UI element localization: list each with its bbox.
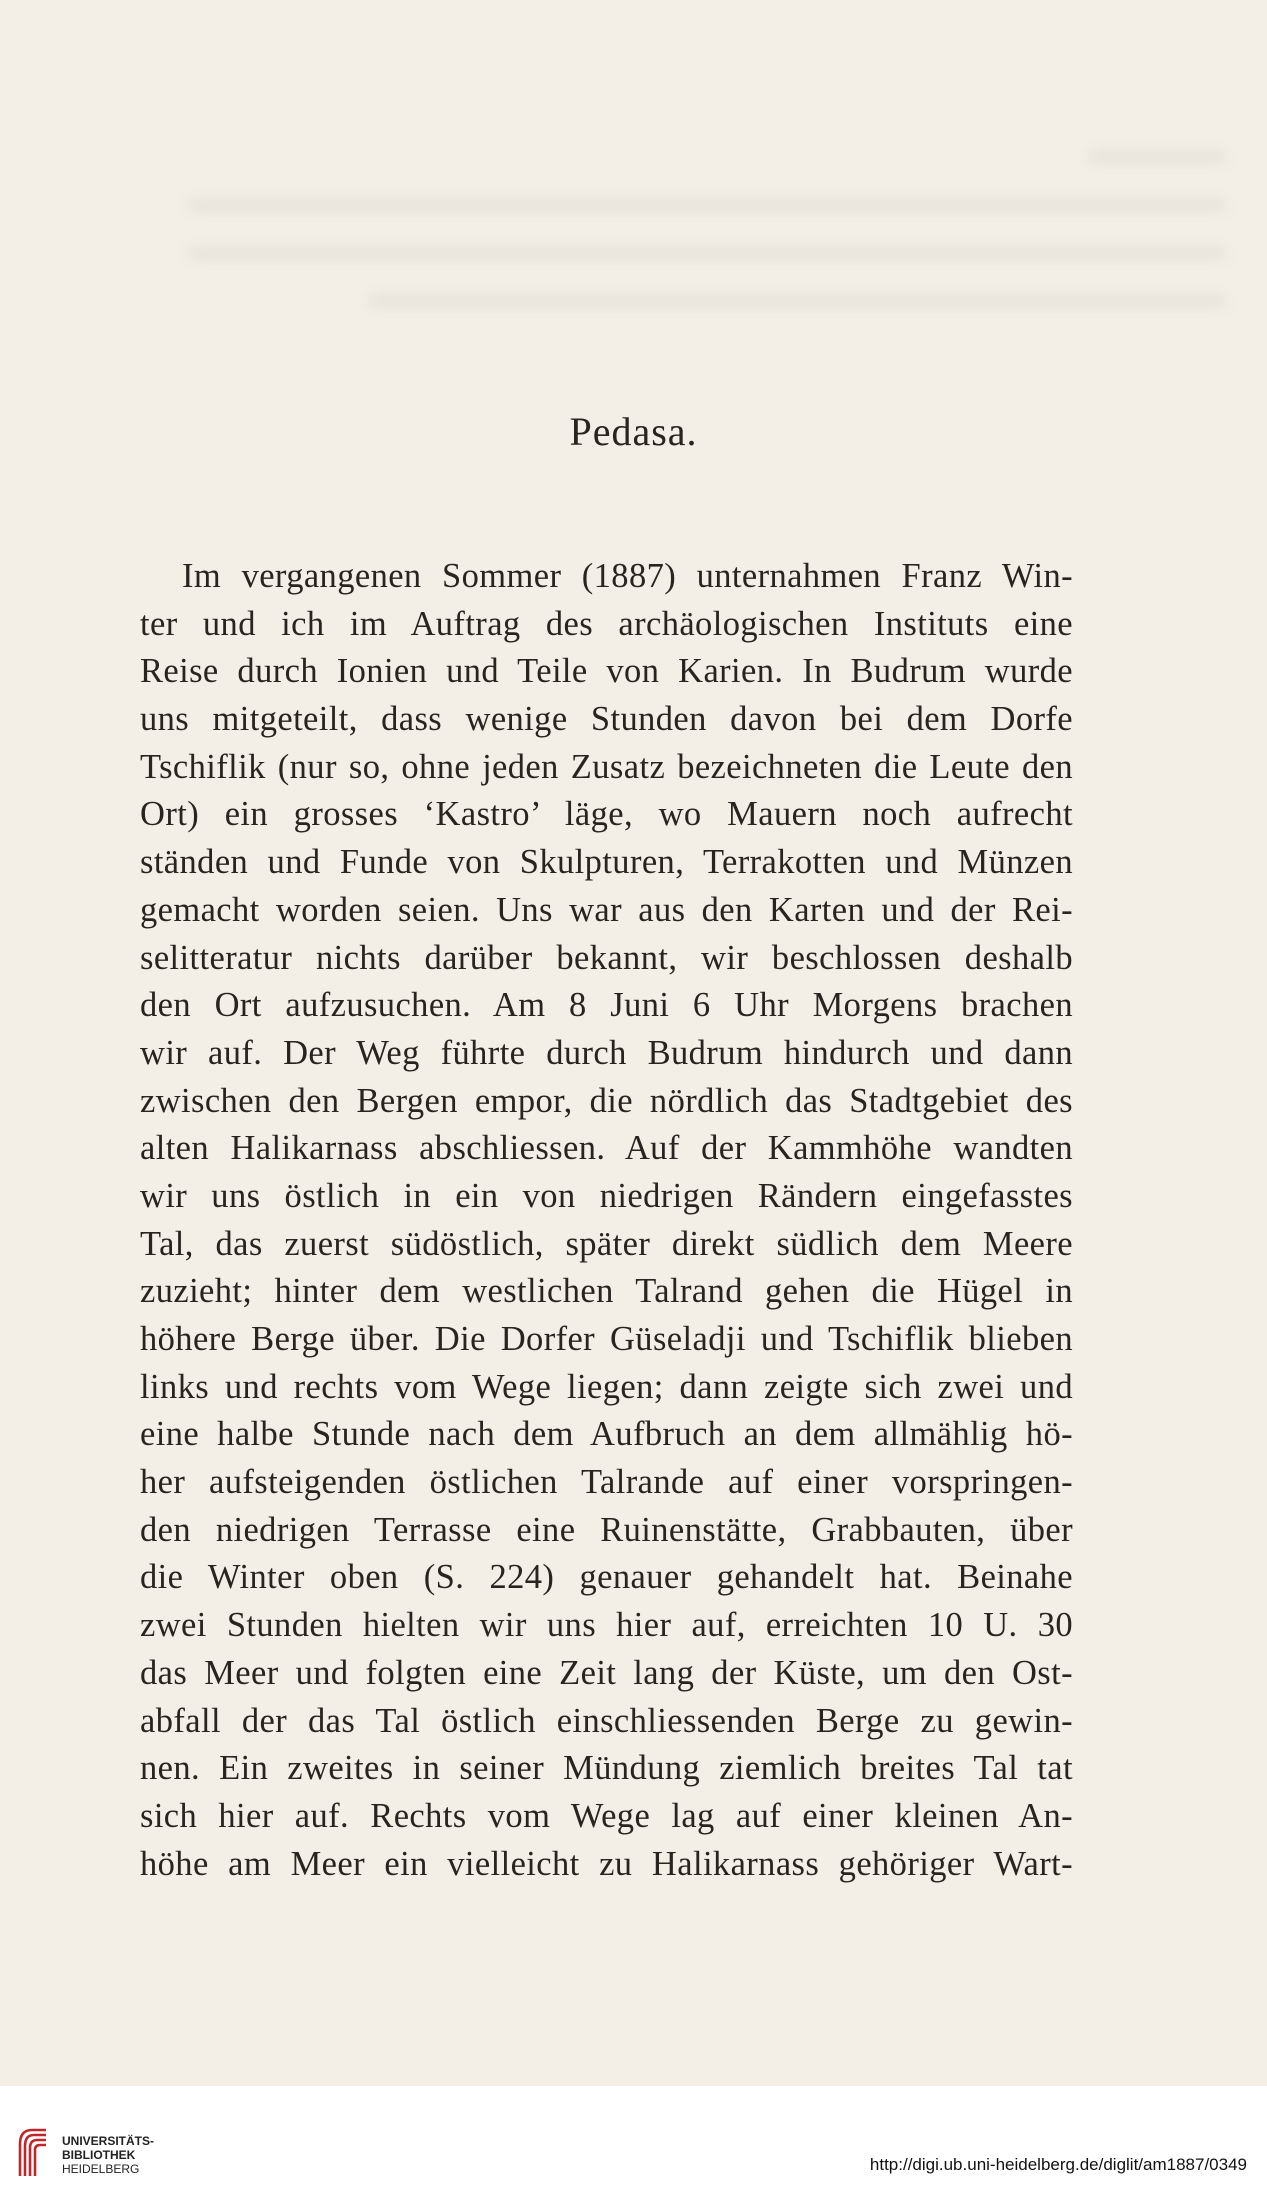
text-line: zwei Stunden hielten wir uns hier auf, erreichten 10 U. 30 [140, 1606, 1073, 1645]
text-line: Tschiflik (nur so, ohne jeden Zusatz bezeichneten die Leute den [140, 747, 1073, 786]
ub-heidelberg-logo-icon[interactable] [14, 2124, 50, 2178]
text-line: Tal, das zuerst südöstlich, später direkt südlich dem Meere [140, 1224, 1073, 1263]
text-line: die Winter oben (S. 224) genauer gehandelt hat. Beinahe [140, 1558, 1073, 1597]
text-line: sich hier auf. Rechts vom Wege lag auf einer kleinen An- [140, 1796, 1073, 1835]
text-line: abfall der das Tal östlich einschliessenden Berge zu gewin- [140, 1701, 1073, 1740]
text-line: selitteratur nichts darüber bekannt, wir beschlossen deshalb [140, 938, 1073, 977]
text-line: zuzieht; hinter dem westlichen Talrand gehen die Hügel in [140, 1272, 1073, 1311]
library-line-3: HEIDELBERG [62, 2162, 140, 2176]
text-line: das Meer und folgten eine Zeit lang der Küste, um den Ost- [140, 1653, 1073, 1692]
library-line-2: BIBLIOTHEK [62, 2148, 136, 2162]
text-line: wir auf. Der Weg führte durch Budrum hindurch und dann [140, 1033, 1073, 1072]
footer-bar [0, 2086, 1267, 2200]
text-line: uns mitgeteilt, dass wenige Stunden davon bei dem Dorfe [140, 700, 1073, 739]
library-line-1: UNIVERSITÄTS- [62, 2134, 155, 2148]
text-line: ständen und Funde von Skulpturen, Terrakotten und Münzen [140, 843, 1073, 882]
text-line: zwischen den Bergen empor, die nördlich das Stadtgebiet des [140, 1081, 1073, 1120]
text-line: alten Halikarnass abschliessen. Auf der Kammhöhe wandten [140, 1129, 1073, 1168]
text-line: gemacht worden seien. Uns war aus den Karten und der Rei- [140, 890, 1073, 929]
text-line: nen. Ein zweites in seiner Mündung ziemlich breites Tal tat [140, 1749, 1073, 1788]
text-line: ter und ich im Auftrag des archäologischen Instituts eine [140, 604, 1073, 643]
page-title: Pedasa. [569, 409, 698, 454]
text-line: den Ort aufzusuchen. Am 8 Juni 6 Uhr Morgens brachen [140, 986, 1073, 1025]
text-line: links und rechts vom Wege liegen; dann zeigte sich zwei und [140, 1367, 1073, 1406]
text-line: eine halbe Stunde nach dem Aufbruch an dem allmählig hö- [140, 1415, 1073, 1454]
text-line: Ort) ein grosses ‘Kastro’ läge, wo Mauern noch aufrecht [140, 795, 1073, 834]
text-line: höhere Berge über. Die Dorfer Güseladji und Tschiflik blieben [140, 1320, 1073, 1358]
text-line: wir uns östlich in ein von niedrigen Rändern eingefasstes [140, 1176, 1073, 1215]
bleed-through-text [0, 150, 1267, 370]
text-line: Im vergangenen Sommer (1887) unternahmen Franz Win- [182, 557, 1073, 595]
library-name[interactable] [62, 2134, 154, 2176]
text-line: den niedrigen Terrasse eine Ruinenstätte, Grabbauten, über [140, 1510, 1073, 1549]
text-line: Reise durch Ionien und Teile von Karien. In Budrum wurde [140, 652, 1073, 691]
body-text [140, 553, 1073, 1888]
source-url[interactable]: http://digi.ub.uni-heidelberg.de/diglit/am1887/0349 [869, 2155, 1247, 2174]
text-line: höhe am Meer ein vielleicht zu Halikarnass gehöriger Wart- [140, 1844, 1073, 1883]
text-line: her aufsteigenden östlichen Talrande auf einer vorspringen- [140, 1463, 1073, 1502]
